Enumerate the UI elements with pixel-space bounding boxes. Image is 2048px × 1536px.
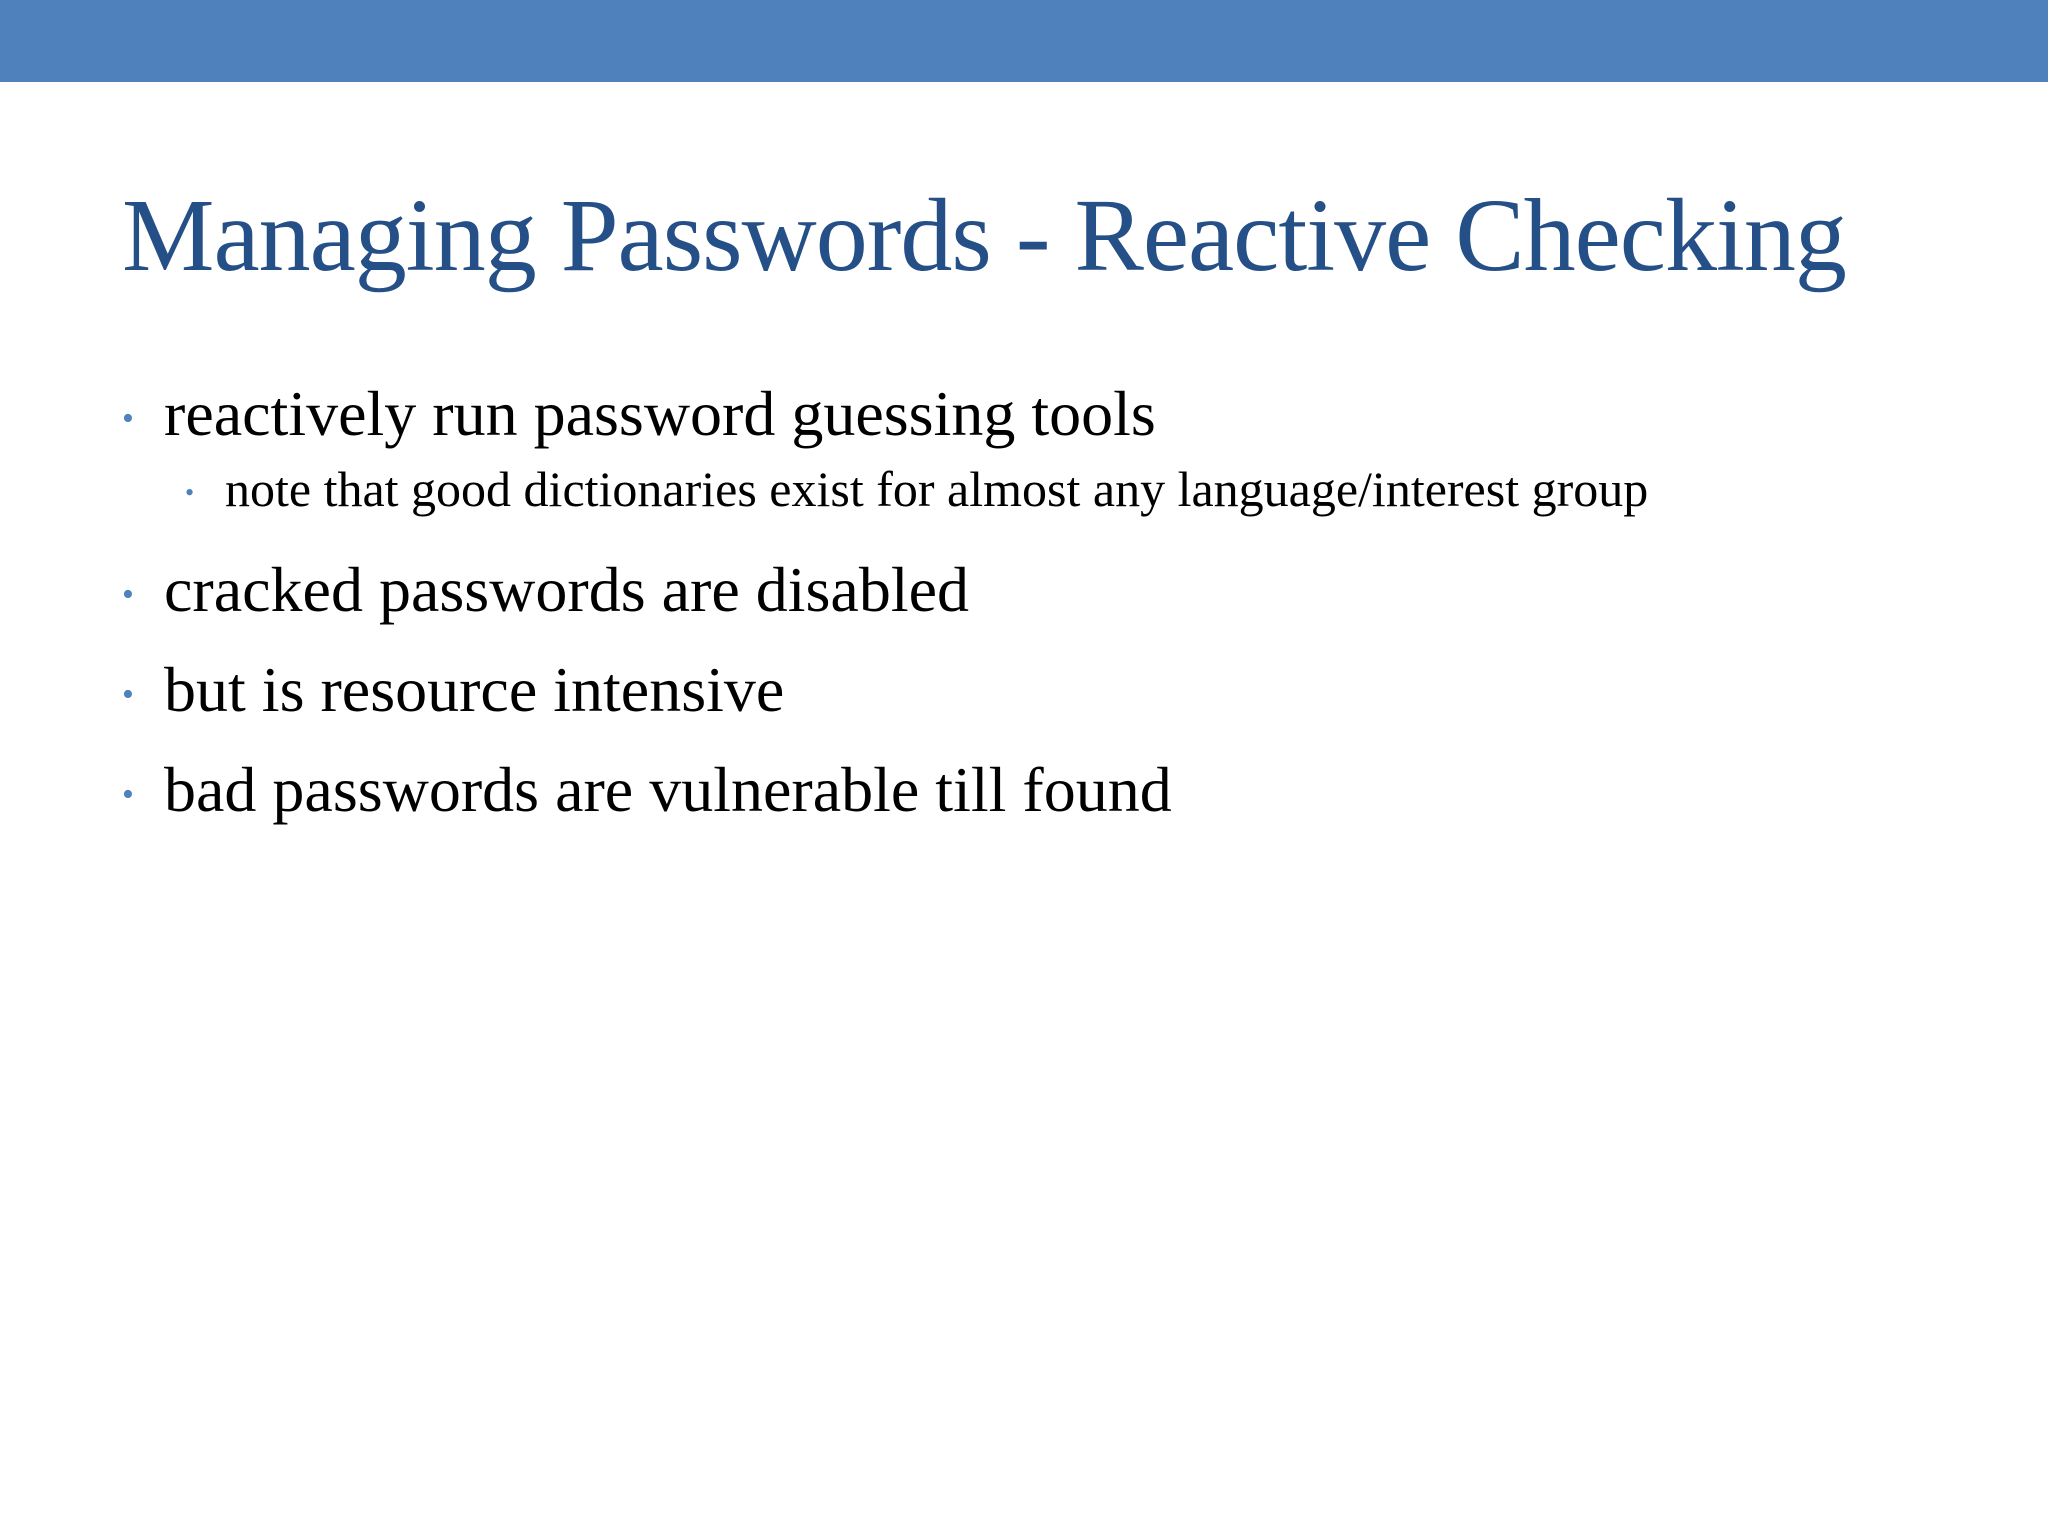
bullet-text: cracked passwords are disabled: [164, 554, 969, 625]
bullet-dot-icon: •: [122, 776, 134, 813]
bullet-text: but is resource intensive: [164, 654, 785, 725]
bullet-item: [122, 748, 2002, 832]
slide-title: Managing Passwords - Reactive Checking: [122, 178, 1846, 293]
bullet-item: [122, 648, 2002, 732]
bullet-text: reactively run password guessing tools: [164, 378, 1156, 449]
bullet-dot-icon: •: [185, 478, 195, 507]
bullet-item: [122, 372, 2002, 456]
bullet-item: [122, 548, 2002, 632]
bullet-dot-icon: •: [122, 400, 134, 437]
bullet-dot-icon: •: [122, 576, 134, 613]
bullet-list: [122, 372, 2002, 832]
sub-bullet-text: note that good dictionaries exist for almost any language/interest group: [225, 461, 1649, 517]
bullet-text: bad passwords are vulnerable till found: [164, 754, 1172, 825]
sub-bullet-item: [122, 456, 2002, 522]
header-bar: [0, 0, 2048, 82]
bullet-dot-icon: •: [122, 676, 134, 713]
